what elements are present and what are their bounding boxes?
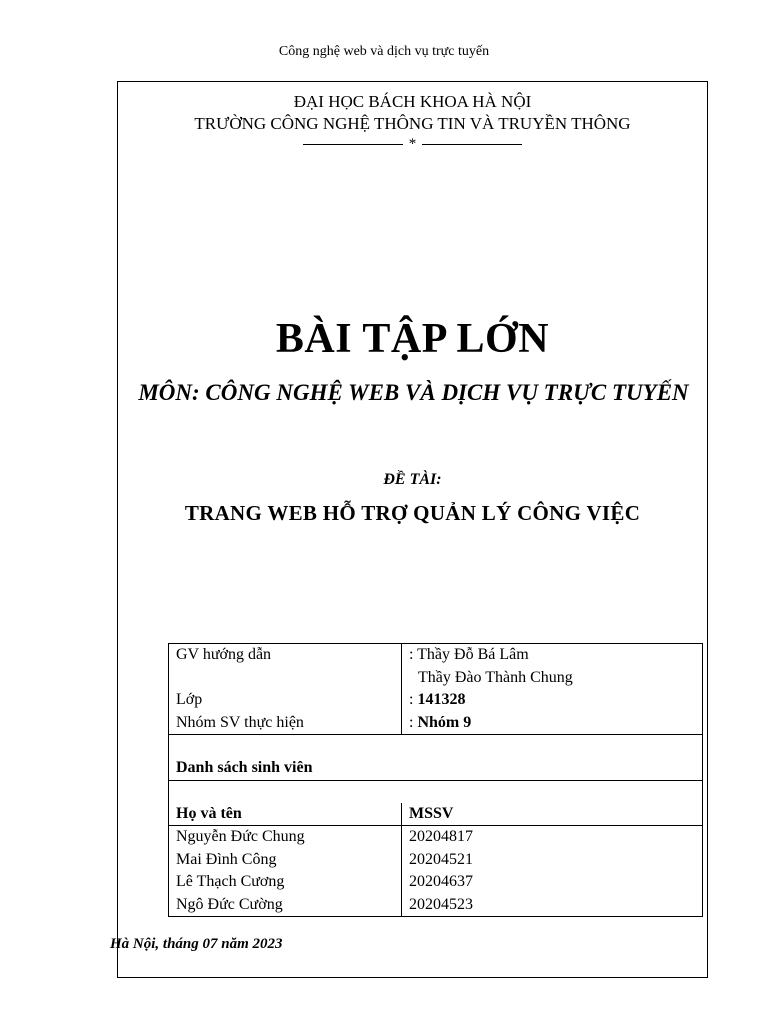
student-row [169,871,703,894]
students-header-row [169,803,703,826]
divider-star: * [408,136,417,152]
divider-rule-right [422,144,522,145]
group-row [169,712,703,735]
subject-line: MÔN: CÔNG NGHỆ WEB VÀ DỊCH VỤ TRỰC TUYẾN [138,380,689,405]
divider-rule-left [303,144,403,145]
document-title: BÀI TẬP LỚN [275,316,550,362]
col-id-header: MSSV [402,803,703,826]
group-value: : Nhóm 9 [402,712,703,735]
project-info-table [168,643,703,917]
spacer-row-2 [169,780,703,803]
topic-title: TRANG WEB HỖ TRỢ QUẢN LÝ CÔNG VIỆC [184,501,641,525]
group-label: Nhóm SV thực hiện [169,712,402,735]
topic-label: ĐỀ TÀI: [383,471,442,488]
advisor-2: Thầy Đào Thành Chung [418,668,573,686]
student-name: Nguyễn Đức Chung [169,826,402,849]
class-row [169,689,703,712]
student-id: 20204523 [402,894,703,917]
class-number: 141328 [417,691,466,708]
col-name-header: Họ và tên [169,803,402,826]
advisor-1: : Thầy Đỗ Bá Lâm [409,646,529,663]
student-id: 20204521 [402,849,703,872]
class-value: : 141328 [402,689,703,712]
header-divider [118,136,707,153]
school-name: TRƯỜNG CÔNG NGHỆ THÔNG TIN VÀ TRUYỀN THÔNG [194,114,631,133]
class-label: Lớp [169,689,402,712]
place-date: Hà Nội, tháng 07 năm 2023 [110,936,283,952]
student-name: Mai Đình Công [169,849,402,872]
student-name: Lê Thạch Cương [169,871,402,894]
running-header: Công nghệ web và dịch vụ trực tuyến [278,44,490,59]
students-heading: Danh sách sinh viên [169,757,703,780]
advisor-row [169,644,703,690]
student-row [169,894,703,917]
institution-heading [118,91,707,135]
group-name: Nhóm 9 [417,713,472,731]
advisor-label: GV hướng dẫn [169,644,402,690]
university-name: ĐẠI HỌC BÁCH KHOA HÀ NỘI [293,92,532,111]
student-row [169,826,703,849]
student-id: 20204637 [402,871,703,894]
student-name: Ngô Đức Cường [169,894,402,917]
advisor-value [402,644,703,690]
spacer-row [169,735,703,758]
student-row [169,849,703,872]
students-heading-row [169,757,703,780]
student-id: 20204817 [402,826,703,849]
